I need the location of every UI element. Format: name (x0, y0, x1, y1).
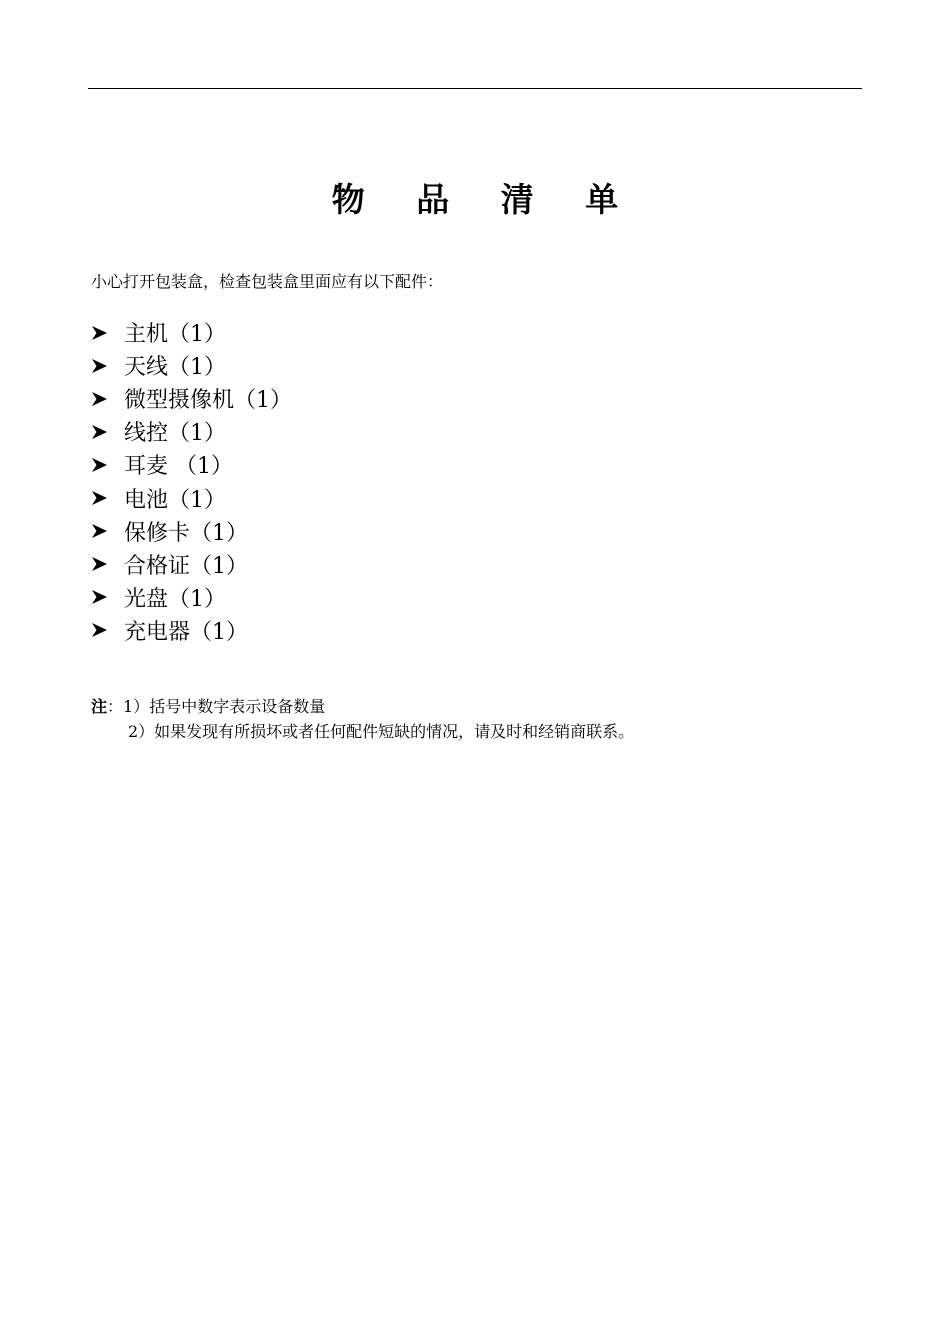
list-item (91, 349, 292, 382)
arrowhead-bullet-icon (91, 457, 124, 473)
item-label: 线控（1） (124, 421, 226, 447)
item-label: 合格证（1） (124, 553, 248, 579)
note-line-1 (91, 694, 634, 719)
list-item (91, 515, 292, 548)
arrowhead-bullet-icon (91, 424, 124, 440)
list-item (91, 614, 292, 647)
item-label: 充电器（1） (124, 619, 248, 645)
intro-text: 小心打开包装盒，检查包装盒里面应有以下配件： (91, 272, 444, 291)
arrowhead-bullet-icon (91, 325, 124, 341)
list-item (91, 581, 292, 614)
notes-section (91, 694, 634, 744)
list-item (91, 448, 292, 481)
arrowhead-bullet-icon (91, 391, 124, 407)
item-label: 电池（1） (124, 487, 226, 513)
item-label: 保修卡（1） (124, 520, 248, 546)
item-label: 耳麦 （1） (124, 454, 233, 480)
header-rule (88, 88, 862, 89)
note-label: 注 (91, 697, 108, 716)
arrowhead-bullet-icon (91, 358, 124, 374)
item-list (91, 316, 292, 647)
note-line-2 (91, 719, 634, 744)
note-separator: ： (107, 697, 124, 716)
list-item (91, 548, 292, 581)
item-label: 天线（1） (124, 355, 226, 381)
arrowhead-bullet-icon (91, 622, 124, 638)
list-item (91, 481, 292, 514)
note-text-2: 2）如果发现有所损坏或者任何配件短缺的情况，请及时和经销商联系。 (128, 722, 635, 741)
list-item (91, 415, 292, 448)
arrowhead-bullet-icon (91, 589, 124, 605)
arrowhead-bullet-icon (91, 490, 124, 506)
list-item (91, 382, 292, 415)
item-label: 主机（1） (124, 322, 226, 348)
item-label: 微型摄像机（1） (124, 388, 292, 414)
page-title: 物 品 清 单 (331, 180, 639, 219)
note-text-1: 1）括号中数字表示设备数量 (123, 697, 326, 716)
item-label: 光盘（1） (124, 586, 226, 612)
arrowhead-bullet-icon (91, 556, 124, 572)
arrowhead-bullet-icon (91, 523, 124, 539)
list-item (91, 316, 292, 349)
